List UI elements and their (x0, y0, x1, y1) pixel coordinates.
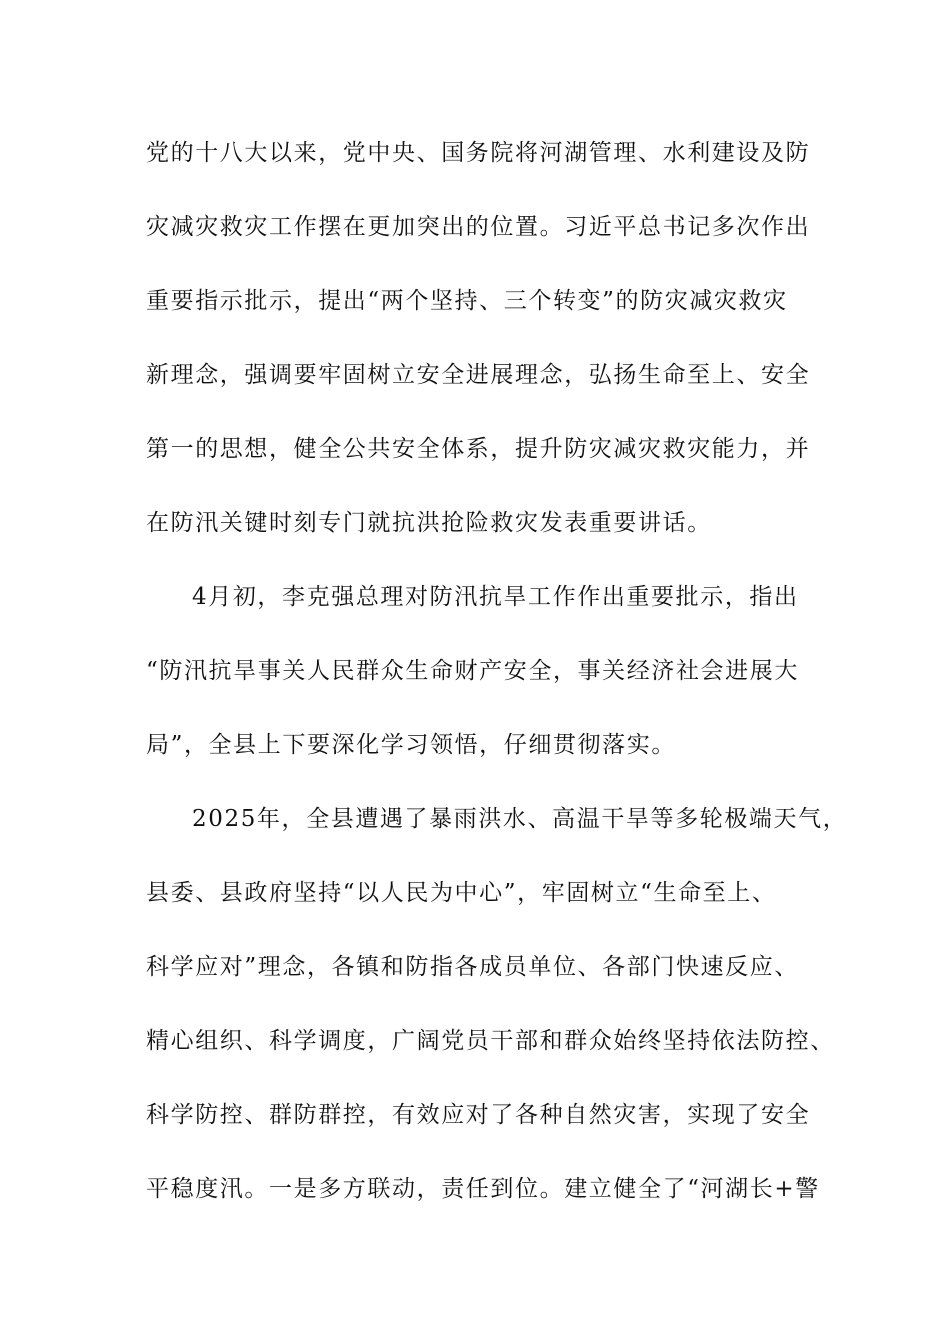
text-line: 在防汛关键时刻专门就抗洪抢险救灾发表重要讲话。 (146, 510, 712, 536)
text-line: 平稳度汛。一是多方联动，责任到位。建立健全了“河湖长+警 (146, 1176, 820, 1202)
text-line: “防汛抗旱事关人民群众生命财产安全，事关经济社会进展大 (146, 658, 799, 684)
text-line: 新理念，强调要牢固树立安全进展理念，弘扬生命至上、安全 (146, 362, 811, 388)
text-line: 4月初，李克强总理对防汛抗旱工作作出重要批示，指出 (192, 584, 799, 610)
text-line: 局”，全县上下要深化学习领悟，仔细贯彻落实。 (146, 732, 676, 758)
text-line: 第一的思想，健全公共安全体系，提升防灾减灾救灾能力，并 (146, 436, 811, 462)
text-line: 党的十八大以来，党中央、国务院将河湖管理、水利建设及防 (146, 140, 811, 166)
text-line: 县委、县政府坚持“以人民为中心”，牢固树立“生命至上、 (146, 880, 777, 906)
text-line: 2025年，全县遭遇了暴雨洪水、高温干旱等多轮极端天气， (192, 806, 848, 832)
text-line: 灾减灾救灾工作摆在更加突出的位置。习近平总书记多次作出 (146, 214, 811, 240)
text-line: 重要指示批示，提出“两个坚持、三个转变”的防灾减灾救灾 (146, 288, 788, 314)
text-line: 科学应对”理念，各镇和防指各成员单位、各部门快速反应、 (146, 954, 799, 980)
text-line: 精心组织、科学调度，广阔党员干部和群众始终坚持依法防控、 (146, 1028, 835, 1054)
text-line: 科学防控、群防群控，有效应对了各种自然灾害，实现了安全 (146, 1102, 811, 1128)
